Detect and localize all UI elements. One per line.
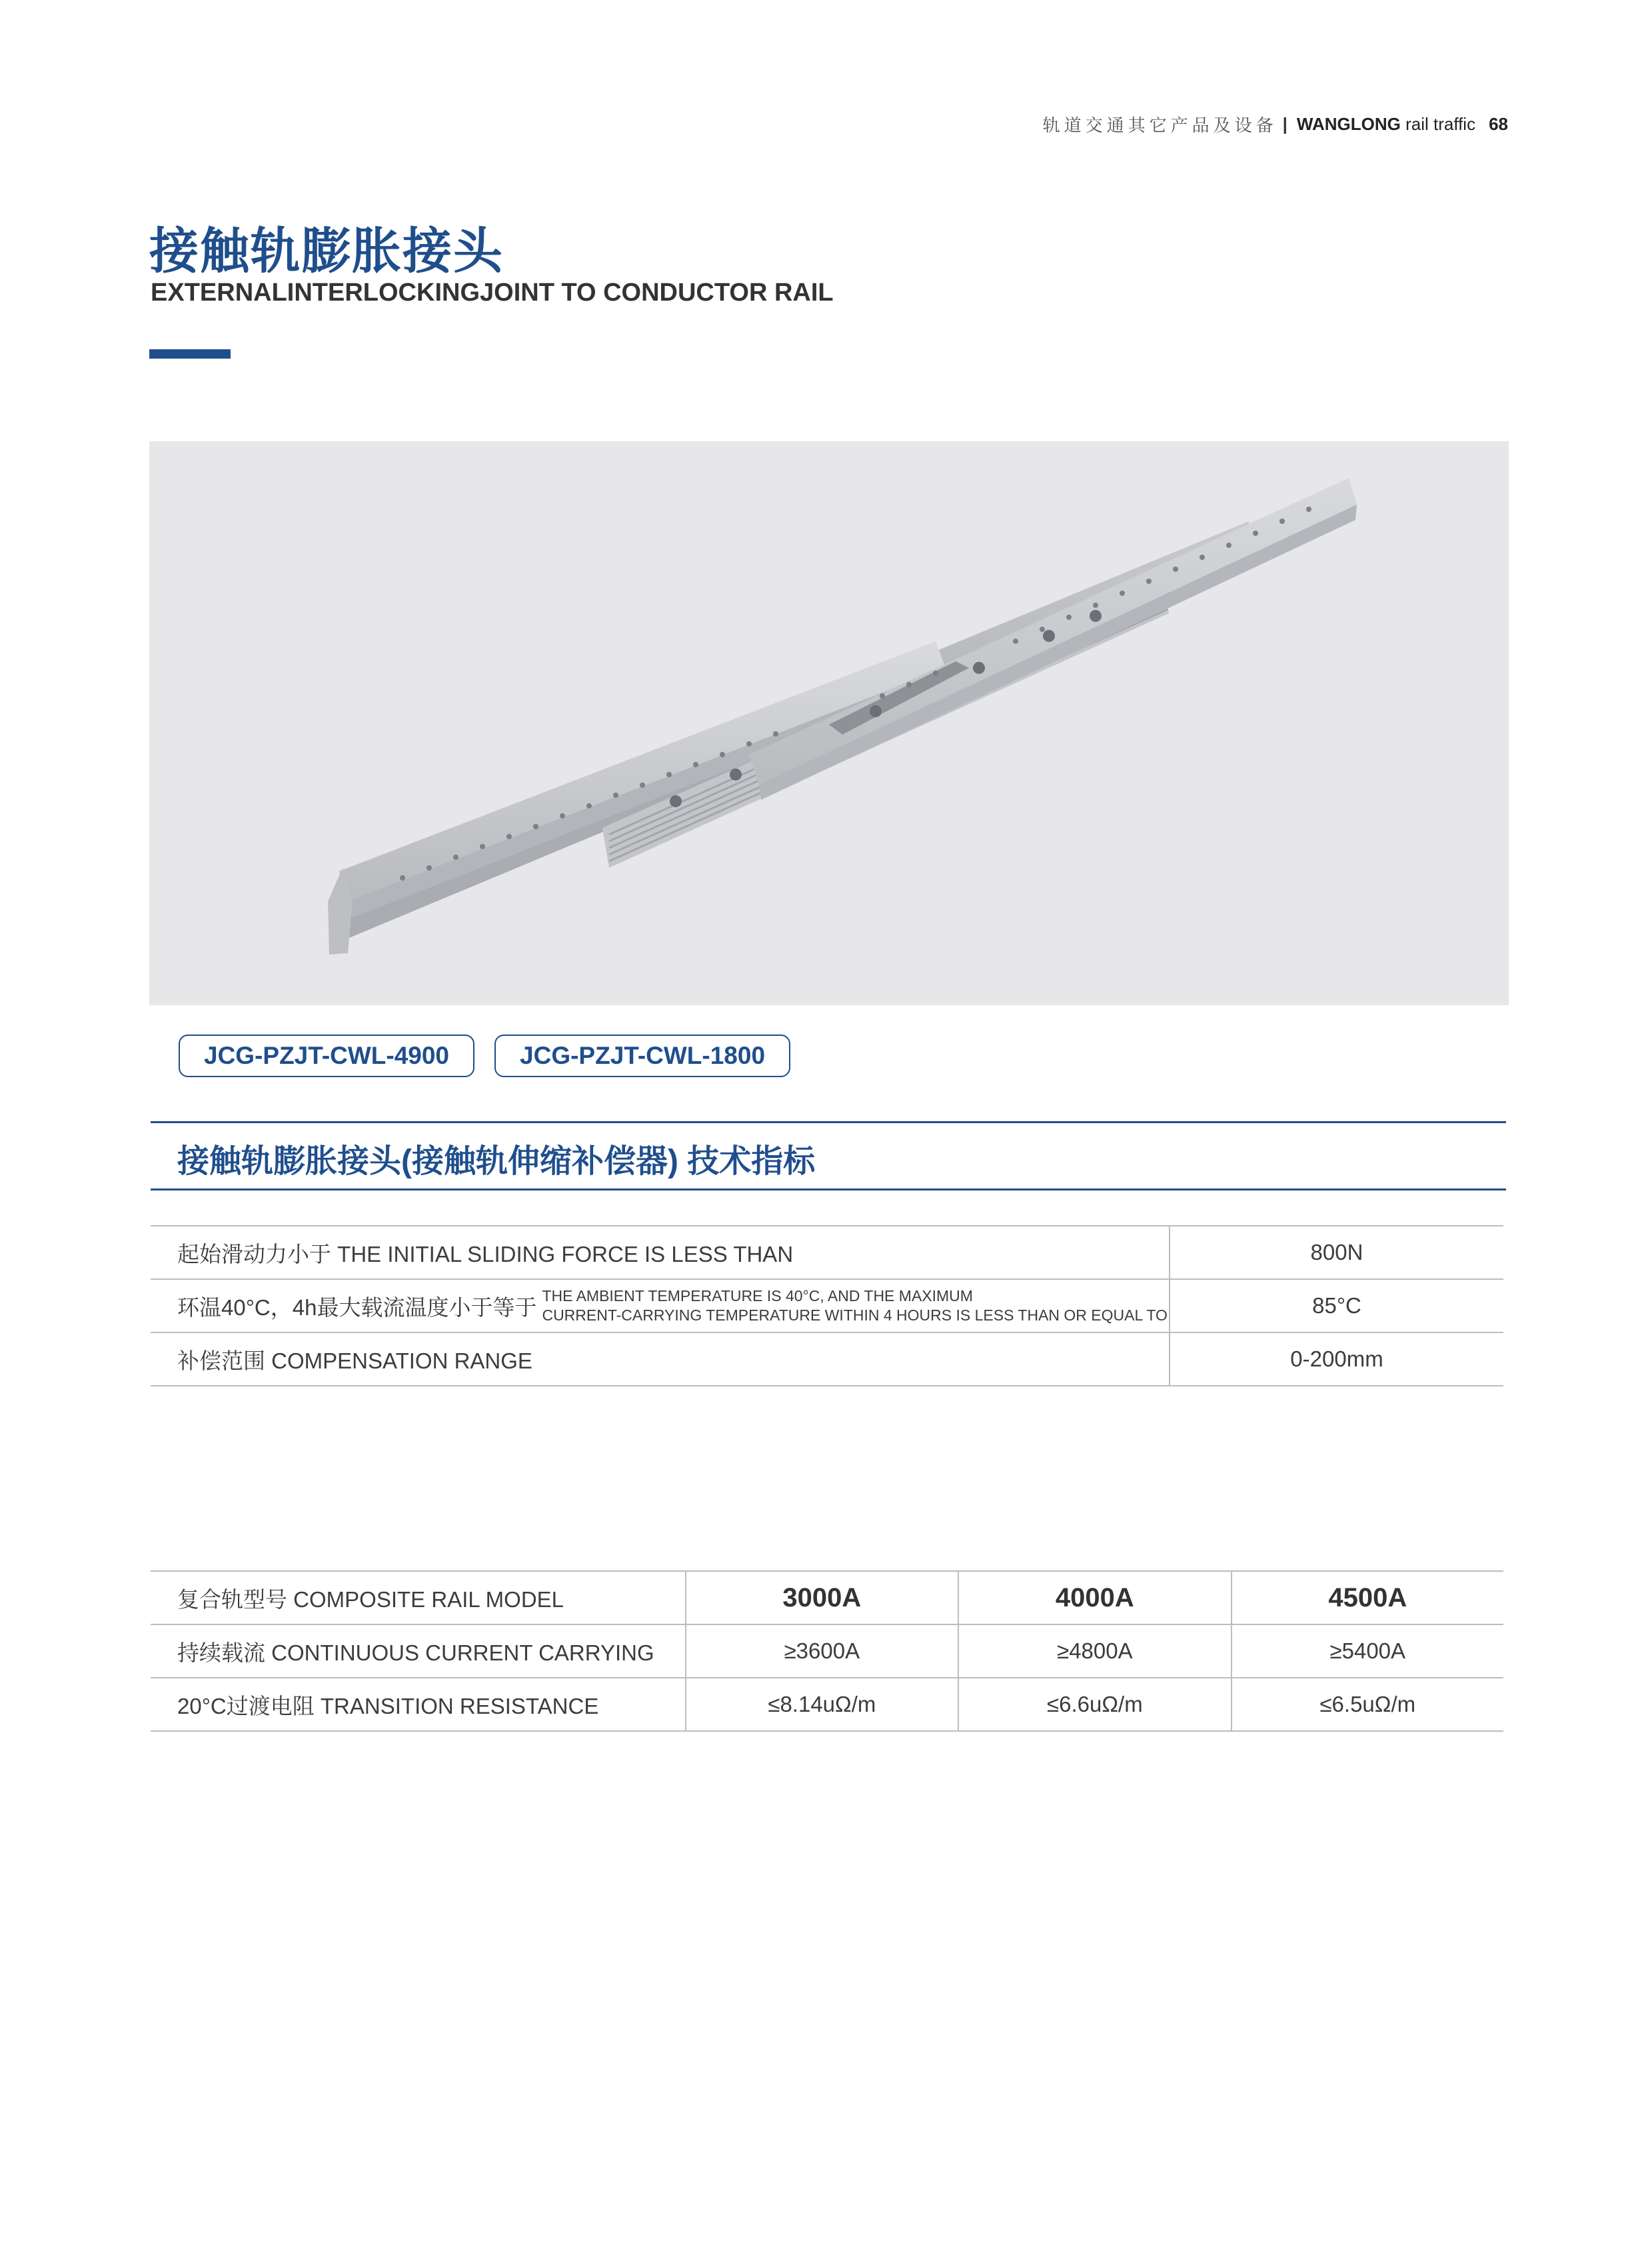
spec-table	[151, 1225, 1503, 1386]
model-tag: JCG-PZJT-CWL-4900	[179, 1035, 474, 1077]
brand-rest: rail traffic	[1400, 114, 1476, 134]
rail-model: 3000A	[686, 1571, 959, 1624]
rail-cell: ≤8.14uΩ/m	[686, 1678, 959, 1731]
rail-row-label: 持续载流 CONTINUOUS CURRENT CARRYING	[151, 1624, 686, 1678]
rail-cell: ≥3600A	[686, 1624, 959, 1678]
spec-label	[151, 1279, 1170, 1332]
model-tags	[179, 1035, 790, 1077]
table-row	[151, 1624, 1503, 1678]
spec-label-small-line: THE AMBIENT TEMPERATURE IS 40°C, AND THE MAXIMUM	[542, 1287, 973, 1304]
rail-cell: ≤6.5uΩ/m	[1232, 1678, 1503, 1731]
rail-model-table	[151, 1570, 1503, 1732]
expansion-joint-illustration	[149, 441, 1509, 1005]
brand-name	[1297, 114, 1475, 135]
spec-label: 补偿范围 COMPENSATION RANGE	[151, 1332, 1170, 1386]
spec-value: 800N	[1170, 1226, 1503, 1279]
rail-model: 4500A	[1232, 1571, 1503, 1624]
spec-heading	[151, 1121, 1506, 1190]
spec-label: 起始滑动力小于 THE INITIAL SLIDING FORCE IS LESS THAN	[151, 1226, 1170, 1279]
table-row	[151, 1678, 1503, 1731]
rail-cell: ≥4800A	[958, 1624, 1231, 1678]
page-number: 68	[1489, 114, 1508, 134]
spec-label-small-line: CURRENT-CARRYING TEMPERATURE WITHIN 4 HOURS IS LESS THAN OR EQUAL TO	[542, 1306, 1168, 1324]
rail-cell: ≥5400A	[1232, 1624, 1503, 1678]
spec-label-main: 环温40°C，4h最大载流温度小于等于	[177, 1294, 537, 1320]
table-row	[151, 1332, 1503, 1386]
spec-value: 0-200mm	[1170, 1332, 1503, 1386]
table-row	[151, 1226, 1503, 1279]
model-tag: JCG-PZJT-CWL-1800	[494, 1035, 790, 1077]
rail-header-label: 复合轨型号 COMPOSITE RAIL MODEL	[151, 1571, 686, 1624]
rail-cell: ≤6.6uΩ/m	[958, 1678, 1231, 1731]
header-separator: |	[1282, 114, 1287, 134]
page-subtitle: EXTERNALINTERLOCKINGJOINT TO CONDUCTOR RAIL	[151, 279, 834, 307]
section-name: 轨道交通其它产品及设备	[1042, 115, 1277, 135]
spec-value: 85°C	[1170, 1279, 1503, 1332]
rail-model: 4000A	[958, 1571, 1231, 1624]
title-underline	[149, 349, 231, 359]
page-header	[1043, 112, 1508, 137]
spec-heading-text: 接触轨膨胀接头(接触轨伸缩补偿器) 技术指标	[177, 1144, 816, 1179]
spec-label-small	[542, 1286, 1167, 1325]
table-row	[151, 1279, 1503, 1332]
table-header-row	[151, 1571, 1503, 1624]
brand-bold: WANGLONG	[1296, 114, 1401, 134]
product-photo	[149, 441, 1509, 1005]
page-title: 接触轨膨胀接头	[149, 223, 504, 279]
rail-row-label: 20°C过渡电阻 TRANSITION RESISTANCE	[151, 1678, 686, 1731]
